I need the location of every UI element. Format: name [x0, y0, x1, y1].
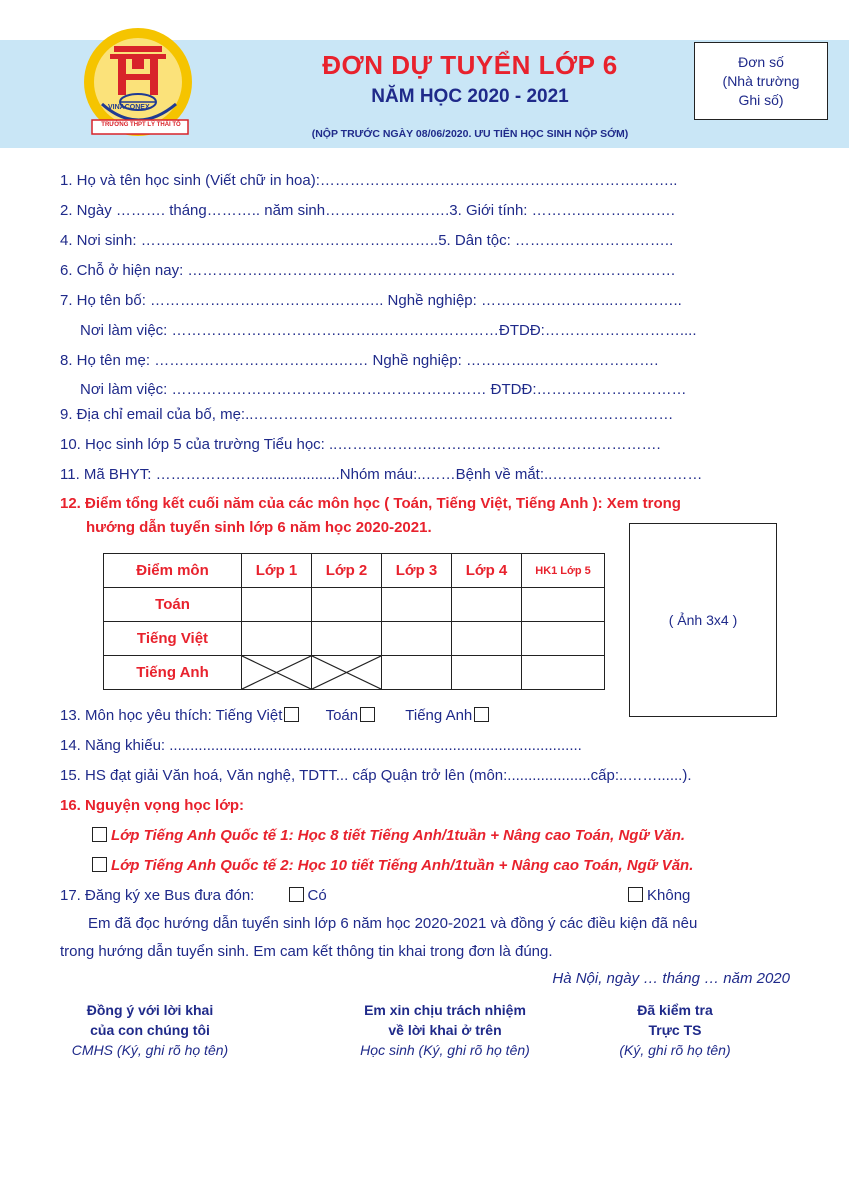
table-header-cell: Điểm môn [104, 554, 242, 588]
item13-favorite-subject [60, 707, 493, 724]
table-header-cell: Lớp 4 [452, 554, 522, 588]
subject-label: Tiếng Anh [104, 656, 242, 690]
signature-line: Học sinh (Ký, ghi rõ họ tên) [360, 1042, 530, 1058]
photo-placeholder[interactable] [629, 523, 777, 717]
logo-text-top: VINACONEX [108, 104, 150, 111]
form-number-line: (Nhà trường [722, 72, 800, 89]
field-student-name[interactable]: 1. Họ và tên học sinh (Viết chữ in hoa):……………………………………………………….…….. [60, 172, 678, 189]
signature-line: Em xin chịu trách nhiệm [364, 1002, 526, 1018]
item17-label: 17. Đăng ký xe Bus đưa đón: [60, 887, 255, 904]
item16-label: 16. Nguyện vọng học lớp: [60, 797, 245, 814]
field-birthplace-ethnicity[interactable]: 4. Nơi sinh: ………………….………………………………..5. Dân tộc: ………………………….. [60, 232, 674, 249]
checkbox-toan[interactable] [360, 707, 375, 722]
checkbox-bus-yes[interactable] [289, 887, 304, 902]
grade-cell[interactable] [312, 622, 382, 656]
school-logo [80, 24, 200, 144]
grade-cell[interactable] [382, 588, 452, 622]
table-header-cell: Lớp 1 [242, 554, 312, 588]
table-row [104, 588, 605, 622]
grade-cell[interactable] [242, 588, 312, 622]
grade-cell[interactable] [382, 656, 452, 690]
field-father-name-job[interactable]: 7. Họ tên bố: ……………………………………….. Nghề nghiệp: ……………………...………….. [60, 292, 682, 309]
option-label: Có [307, 887, 327, 904]
table-header-row [104, 554, 605, 588]
field-current-address[interactable]: 6. Chỗ ở hiện nay: ………………………………………………………………………..…………… [60, 262, 676, 279]
field-mother-name-job[interactable]: 8. Họ tên mẹ: ……………………………….…… Nghề nghiệp: …………..……………………. [60, 352, 659, 369]
option-label: Tiếng Anh [405, 707, 473, 724]
field-insurance-blood-eyes[interactable]: 11. Mã BHYT: …………………...................Nhóm máu:..……Bệnh về mắt:..………………………… [60, 466, 703, 483]
form-number-box[interactable] [694, 42, 828, 120]
grades-table [103, 553, 605, 690]
field-birth-date-gender[interactable]: 2. Ngày ………. tháng……….. năm sinh…………………….3. Giới tính: ……….………………. [60, 202, 675, 219]
grade-cell[interactable] [522, 622, 605, 656]
grade-cell[interactable] [452, 588, 522, 622]
grade-cell[interactable] [242, 622, 312, 656]
table-header-cell: Lớp 3 [382, 554, 452, 588]
table-header-cell: HK1 Lớp 5 [522, 554, 605, 588]
subject-label: Tiếng Việt [104, 622, 242, 656]
deadline-notice: (NỘP TRƯỚC NGÀY 08/06/2020. ƯU TIÊN HỌC SINH NỘP SỚM) [311, 128, 629, 140]
checkbox-bus-no[interactable] [628, 887, 643, 902]
school-year: NĂM HỌC 2020 - 2021 [371, 86, 569, 107]
checkbox-class-option-2[interactable] [92, 857, 107, 872]
subject-label: Toán [104, 588, 242, 622]
signature-checker[interactable] [590, 1000, 760, 1060]
grade-cell[interactable] [312, 588, 382, 622]
grade-cell[interactable] [382, 622, 452, 656]
signature-line: Đồng ý với lời khai [86, 1002, 214, 1018]
table-row [104, 622, 605, 656]
option-label: Toán [325, 707, 359, 724]
field-mother-workplace-phone[interactable]: Nơi làm việc: ……………………………………………………… ĐTDĐ:………………………… [80, 381, 687, 398]
signature-student[interactable] [330, 1000, 560, 1060]
checkbox-class-option-1[interactable] [92, 827, 107, 842]
signature-line: (Ký, ghi rõ họ tên) [619, 1042, 731, 1058]
grade-cell[interactable] [522, 656, 605, 690]
class-option-2 [90, 857, 693, 874]
commitment-statement [60, 910, 790, 966]
class-option-1 [90, 827, 685, 844]
field-talent[interactable]: 14. Năng khiếu: ................................................................................................... [60, 737, 582, 754]
statement-line: trong hướng dẫn tuyển sinh. Em cam kết thông tin khai trong đơn là đúng. [60, 943, 553, 960]
field-father-workplace-phone[interactable]: Nơi làm việc: …………………………….……..……………………ĐTDĐ:……………………….... [80, 322, 697, 339]
field-awards[interactable]: 15. HS đạt giải Văn hoá, Văn nghệ, TDTT... cấp Quận trở lên (môn:....................cấp:..……......). [60, 767, 692, 784]
signature-parent[interactable] [40, 1000, 260, 1060]
item17-bus [60, 887, 800, 904]
grade-cell[interactable] [452, 656, 522, 690]
item12-line: 12. Điểm tổng kết cuối năm của các môn học ( Toán, Tiếng Việt, Tiếng Anh ): Xem trong [60, 495, 681, 512]
option-label: Tiếng Việt [215, 707, 283, 724]
statement-line: Em đã đọc hướng dẫn tuyển sinh lớp 6 năm học 2020-2021 và đồng ý các điều kiện đã nêu [88, 915, 698, 932]
item12-line: hướng dẫn tuyển sinh lớp 6 năm học 2020-2021. [86, 519, 432, 536]
date-line: Hà Nội, ngày … tháng … năm 2020 [552, 970, 790, 987]
table-header-cell: Lớp 2 [312, 554, 382, 588]
signature-line: về lời khai ở trên [388, 1022, 502, 1038]
signature-line: CMHS (Ký, ghi rõ họ tên) [71, 1042, 229, 1058]
logo-text-bottom: TRƯỜNG THPT LÝ THÁI TỔ [101, 122, 181, 128]
field-primary-school[interactable]: 10. Học sinh lớp 5 của trường Tiểu học: ..……………….………………………………………. [60, 436, 661, 453]
checkbox-tieng-anh[interactable] [474, 707, 489, 722]
class-option-text: Lớp Tiếng Anh Quốc tế 2: Học 10 tiết Tiếng Anh/1tuần + Nâng cao Toán, Ngữ Văn. [111, 857, 694, 874]
crossed-out-cell [242, 656, 312, 690]
grade-cell[interactable] [452, 622, 522, 656]
form-number-line: Đơn số [738, 53, 784, 70]
item13-label: 13. Môn học yêu thích: [60, 707, 212, 724]
table-row [104, 656, 605, 690]
signature-line: Đã kiểm tra [637, 1002, 713, 1018]
crossed-out-cell [312, 656, 382, 690]
grade-cell[interactable] [522, 588, 605, 622]
signature-line: của con chúng tôi [90, 1022, 210, 1038]
signature-line: Trực TS [648, 1022, 702, 1038]
class-option-text: Lớp Tiếng Anh Quốc tế 1: Học 8 tiết Tiếng Anh/1tuần + Nâng cao Toán, Ngữ Văn. [111, 827, 686, 844]
field-parent-email[interactable]: 9. Địa chỉ email của bố, mẹ:..………………………………………………………………………… [60, 406, 674, 423]
photo-label: ( Ảnh 3x4 ) [668, 612, 738, 628]
form-number-line: Ghi số) [738, 91, 784, 108]
checkbox-tieng-viet[interactable] [284, 707, 299, 722]
form-title: ĐƠN DỰ TUYỂN LỚP 6 [322, 50, 618, 80]
option-label: Không [647, 887, 691, 904]
